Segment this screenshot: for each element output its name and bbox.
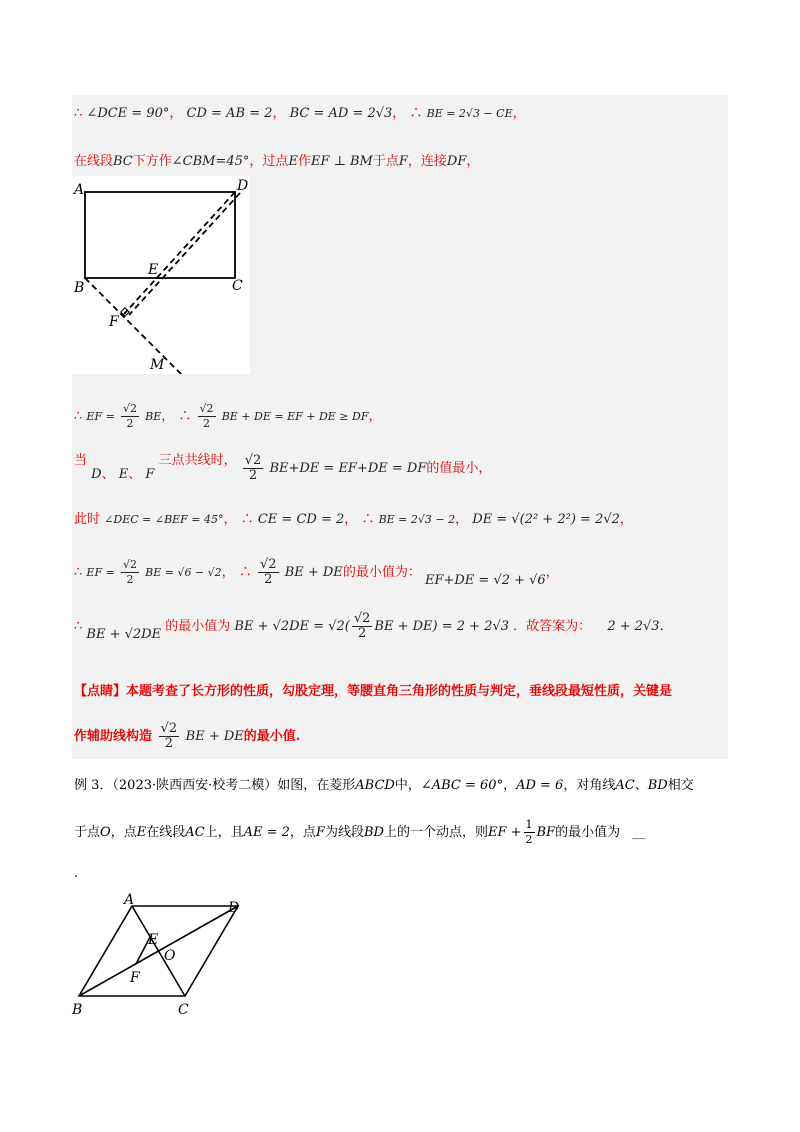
fraction-numerator: √2 [122, 558, 137, 571]
solution-line-4 [74, 454, 491, 483]
math-ad: AD = 6 [516, 778, 564, 793]
text: ， [466, 154, 480, 169]
fraction-numerator: √2 [244, 453, 262, 468]
fraction-denominator: 2 [203, 417, 211, 430]
math-o: O [100, 825, 111, 840]
fraction-denominator: 2 [126, 417, 134, 430]
text: 的最小值为： [342, 565, 421, 580]
math-f: F [145, 467, 155, 482]
text: 作 [297, 154, 311, 169]
math-bf: BF [536, 825, 556, 840]
math-be-root2-de: BE + √2DE [86, 627, 162, 642]
figure-rectangle-abcd [72, 176, 250, 374]
fraction-denominator: 2 [264, 572, 273, 587]
fraction-denominator: 2 [164, 736, 173, 751]
solution-line-6 [74, 558, 559, 587]
fraction-numerator: √2 [199, 402, 214, 415]
math-ef-value: BE = √6 − √2 [145, 566, 222, 579]
math-bd: BD [363, 825, 384, 840]
text: 的最小值. [243, 729, 301, 744]
math-be-de-df: BE+DE = EF+DE = DF [269, 461, 427, 476]
diagonal-bd [79, 906, 238, 996]
separator: ， [455, 512, 469, 527]
label-b: B [74, 280, 85, 296]
math-angle-cbm: ∠CBM=45° [171, 154, 250, 169]
math-angle-abc: ∠ABC = 60° [420, 778, 504, 793]
fraction-denominator: 2 [525, 833, 533, 846]
fraction-root2-over-2 [159, 722, 180, 751]
separator: ． [659, 619, 673, 634]
fraction-root2-over-2 [352, 612, 373, 641]
solution-line-3 [74, 402, 381, 431]
fraction-denominator: 2 [357, 626, 367, 641]
label-e: E [148, 932, 159, 948]
separator: ， [221, 565, 235, 580]
text: 的最小值为 [165, 619, 231, 634]
therefore-symbol: ∴ [74, 409, 83, 424]
therefore-symbol: ∴ [238, 565, 252, 580]
text: 在线段 [74, 154, 114, 169]
text: ，点 [110, 825, 137, 840]
text: 下方作 [132, 154, 172, 169]
solution-line-1 [74, 102, 526, 121]
example-3-line-3: . [74, 866, 79, 881]
fraction-root2-over-2 [198, 402, 216, 431]
fraction-root2-over-2 [243, 454, 264, 483]
label-c: C [232, 278, 243, 294]
math-ef-plus: EF + [487, 825, 522, 840]
separator: ， [392, 106, 406, 121]
points-def [91, 467, 158, 482]
math-d: D [91, 467, 102, 482]
solution-line-5 [74, 508, 633, 527]
math-be-plus-de: BE + DE [185, 729, 244, 744]
text: 的值最小， [426, 461, 492, 476]
fraction-root2-over-2 [121, 402, 139, 431]
label-f: F [109, 314, 119, 330]
math-ae: AE = 2 [243, 825, 290, 840]
fraction-denominator: 2 [126, 573, 134, 586]
math-min-value: EF+DE = √2 + √6 [424, 573, 546, 588]
therefore-symbol: ∴ [361, 512, 375, 527]
separator: ， [161, 409, 175, 424]
math-be: BE = 2√3 − CE [426, 107, 513, 120]
solution-line-2 [74, 150, 479, 169]
text: ，点 [289, 825, 316, 840]
label-m: M [150, 357, 165, 373]
math-ce-cd: CE = CD = 2 [257, 512, 345, 527]
fraction-numerator: 1 [525, 818, 533, 831]
math-e: E [288, 154, 298, 169]
label-f: F [130, 970, 140, 986]
separator: ， [545, 565, 559, 580]
example-3-line-1 [74, 774, 694, 793]
math-ac: AC [615, 778, 635, 793]
label-a: A [74, 182, 85, 198]
answer-value: 2 + 2√3 [607, 619, 660, 634]
label-e: E [148, 262, 159, 278]
separator: 、 [101, 467, 115, 482]
fraction-root2-over-2 [121, 558, 139, 587]
math-bc-ad: BC = AD = 2√3 [289, 106, 393, 121]
text: 上的一个动点，则 [383, 825, 488, 840]
text: 此时 [74, 512, 101, 527]
label-d: D [228, 900, 240, 916]
figure-background [72, 176, 250, 374]
label-a: A [124, 892, 135, 908]
math-expansion-right: BE + DE) = 2 + 2√3 [374, 619, 510, 634]
key-point-line-1 [74, 680, 672, 699]
text: 为线段 [324, 825, 364, 840]
separator: ， [512, 106, 526, 121]
text: 于点 [74, 825, 101, 840]
key-point-line-2 [74, 722, 300, 751]
separator: ， [272, 106, 286, 121]
therefore-symbol: ∴ [409, 106, 423, 121]
separator: ， [169, 106, 183, 121]
figure-rhombus-abcd [66, 892, 256, 1024]
math-e: E [136, 825, 147, 840]
therefore-symbol: ∴ [74, 619, 83, 634]
text: 中， [394, 778, 421, 793]
fraction-numerator: √2 [160, 721, 178, 736]
separator: ， [503, 778, 517, 793]
text: 、 [634, 778, 648, 793]
example-3-line-2 [74, 818, 645, 847]
separator: ， [619, 512, 633, 527]
fraction-numerator: √2 [122, 402, 137, 415]
fraction-numerator: √2 [259, 557, 277, 572]
math-cd-ab: CD = AB = 2 [186, 106, 273, 121]
fraction-denominator: 2 [248, 468, 258, 483]
math-ac: AC [185, 825, 205, 840]
therefore-symbol: ∴ [74, 106, 83, 121]
therefore-symbol: ∴ [240, 512, 254, 527]
text: 上，且 [204, 825, 244, 840]
math-bd: BD [647, 778, 668, 793]
fraction-root2-over-2 [258, 558, 279, 587]
math-angle-dce: ∠DCE = 90° [86, 106, 170, 121]
example-label: 例 3．（2023·陕西西安·校考二模）如图，在菱形 [74, 778, 356, 793]
math-e: E [118, 467, 129, 482]
fraction-numerator: √2 [353, 611, 371, 626]
label-b: B [72, 1002, 83, 1018]
separator: ， [368, 409, 382, 424]
text: 于点 [372, 154, 399, 169]
math-f: F [398, 154, 408, 169]
fraction-one-half [524, 818, 535, 847]
math-de-value: DE = √(2² + 2²) = 2√2 [472, 512, 620, 527]
separator: ， [344, 512, 358, 527]
math-ef: EF = [86, 566, 115, 579]
key-point-label: 【点睛】 [74, 684, 127, 699]
text: 当 [74, 453, 88, 468]
text: ，连接 [407, 154, 447, 169]
math-inequality: BE + DE = EF + DE ≥ DF [221, 410, 369, 423]
math-expansion-left: BE + √2DE = √2( [234, 619, 350, 634]
key-point-text: 本题考查了长方形的性质，勾股定理，等腰直角三角形的性质与判定，垂线段最短性质，关键是 [126, 684, 673, 699]
text: 相交 [667, 778, 694, 793]
text: 作辅助线构造 [74, 729, 153, 744]
label-d: D [237, 178, 249, 194]
math-f: F [315, 825, 325, 840]
therefore-symbol: ∴ [178, 409, 192, 424]
separator: 、 [128, 467, 142, 482]
label-o: O [164, 948, 176, 964]
math-be-plus-de: BE + DE [284, 565, 343, 580]
text: ．故答案为： [513, 619, 592, 634]
math-abcd: ABCD [355, 778, 395, 793]
text: ，对角线 [563, 778, 616, 793]
separator: ， [223, 512, 237, 527]
text: 在线段 [146, 825, 186, 840]
math-be: BE [145, 410, 162, 423]
solution-line-7 [74, 612, 673, 641]
therefore-symbol: ∴ [74, 565, 83, 580]
math-bc: BC [113, 154, 133, 169]
text: 三点共线时， [158, 453, 237, 468]
text: ，过点 [249, 154, 289, 169]
math-df: DF [446, 154, 467, 169]
text: 的最小值为 [555, 825, 621, 840]
math-ef: EF = [86, 410, 115, 423]
math-be-value: BE = 2√3 − 2 [378, 513, 456, 526]
answer-blank[interactable]: __ [632, 825, 646, 840]
math-angle-dec: ∠DEC = ∠BEF = 45° [104, 513, 224, 526]
label-c: C [178, 1002, 189, 1018]
math-ef-perp-bm: EF ⊥ BM [310, 154, 373, 169]
